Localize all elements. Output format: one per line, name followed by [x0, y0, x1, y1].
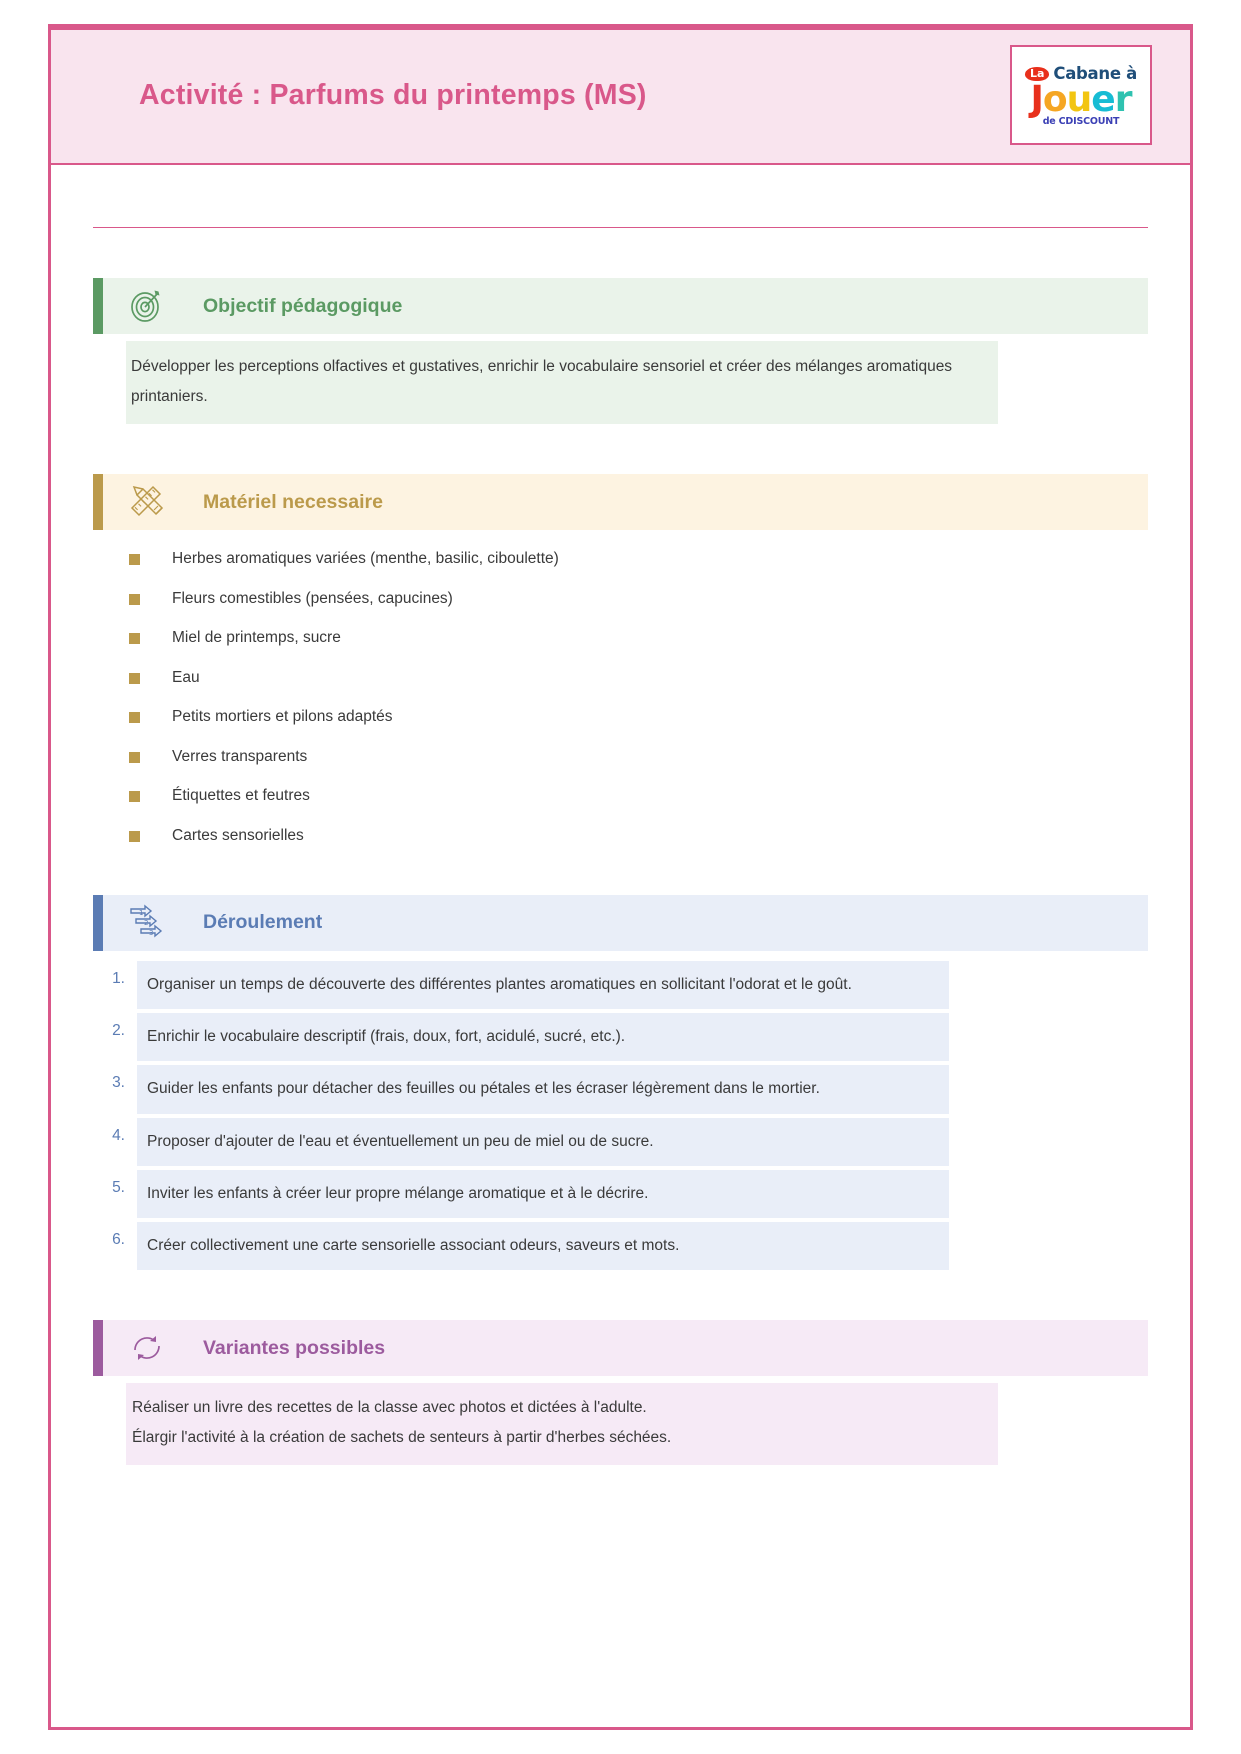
step-text: Enrichir le vocabulaire descriptif (frais, doux, fort, acidulé, sucré, etc.).: [137, 1013, 949, 1061]
list-item-label: Petits mortiers et pilons adaptés: [172, 708, 393, 726]
step-text: Proposer d'ajouter de l'eau et éventuellement un peu de miel ou de sucre.: [137, 1118, 949, 1166]
step-number: 5.: [112, 1178, 125, 1196]
step-item: [93, 1170, 1148, 1218]
section-accent-bar: [93, 474, 103, 530]
bullet-icon: [129, 673, 140, 684]
brand-logo: [1010, 45, 1152, 145]
step-number: 4.: [112, 1126, 125, 1144]
list-item-label: Eau: [172, 668, 200, 686]
logo-inner: [1017, 52, 1145, 138]
section-header-materiel: [93, 474, 1148, 530]
step-text: Inviter les enfants à créer leur propre mélange aromatique et à le décrire.: [137, 1170, 949, 1218]
header-top-rule: [51, 27, 1190, 30]
section-title-materiel: Matériel necessaire: [203, 490, 383, 513]
bullet-icon: [129, 752, 140, 763]
step-item: [93, 1065, 1148, 1113]
section-title-deroulement: Déroulement: [203, 911, 323, 934]
section-accent-bar: [93, 278, 103, 334]
bullet-icon: [129, 712, 140, 723]
list-item: [93, 550, 1148, 568]
pencil-ruler-icon: [125, 480, 169, 524]
logo-cabane-text: Cabane à: [1053, 64, 1138, 84]
bullet-icon: [129, 831, 140, 842]
step-item: [93, 961, 1148, 1009]
section-title-variantes: Variantes possibles: [203, 1336, 386, 1359]
list-item-label: Verres transparents: [172, 747, 308, 765]
page-content: [51, 27, 1190, 1727]
list-item: [93, 590, 1148, 608]
section-header-objectif: [93, 278, 1148, 334]
list-item: [93, 827, 1148, 845]
step-number: 2.: [112, 1022, 125, 1040]
svg-text:3: 3: [149, 928, 154, 937]
bullet-icon: [129, 594, 140, 605]
section-header-body: [103, 474, 1148, 530]
step-number: 6.: [112, 1231, 125, 1249]
logo-jouer-text: Jouer: [1030, 78, 1132, 120]
step-number: 3.: [112, 1074, 125, 1092]
page-title: Activité : Parfums du printemps (MS): [139, 78, 647, 111]
list-item-label: Étiquettes et feutres: [172, 787, 310, 805]
section-title-objectif: Objectif pédagogique: [203, 294, 403, 317]
objectif-paragraph: Développer les perceptions olfactives et gustatives, enrichir le vocabulaire sensoriel et créer des mélanges aromatiques printaniers.: [126, 341, 998, 424]
numbered-steps-icon: [125, 901, 169, 945]
deroulement-steps: [93, 961, 1148, 1270]
section-variantes: [93, 1320, 1148, 1464]
variante-line: Réaliser un livre des recettes de la classe avec photos et dictées à l'adulte.: [132, 1399, 647, 1417]
section-header-body: [103, 278, 1148, 334]
step-number: 1.: [112, 969, 125, 987]
section-header-deroulement: [93, 895, 1148, 951]
list-item-label: Cartes sensorielles: [172, 826, 304, 844]
svg-text:1: 1: [139, 908, 144, 917]
list-item: [93, 708, 1148, 726]
svg-text:2: 2: [144, 918, 149, 927]
bullet-icon: [129, 554, 140, 565]
document-header: [51, 27, 1190, 165]
section-accent-bar: [93, 895, 103, 951]
materiel-list: [93, 550, 1148, 845]
section-objectif: [93, 278, 1148, 424]
step-text: Organiser un temps de découverte des différentes plantes aromatiques en sollicitant l'odorat et le goût.: [137, 961, 949, 1009]
section-header-body: [103, 1320, 1148, 1376]
list-item: [93, 787, 1148, 805]
body-top-rule: [93, 227, 1148, 228]
list-item-label: Fleurs comestibles (pensées, capucines): [172, 589, 453, 607]
recycle-arrows-icon: [125, 1326, 169, 1370]
section-header-variantes: [93, 1320, 1148, 1376]
list-item: [93, 629, 1148, 647]
variante-line: Élargir l'activité à la création de sachets de senteurs à partir d'herbes séchées.: [132, 1429, 672, 1447]
document-body: [51, 227, 1190, 1727]
step-item: [93, 1222, 1148, 1270]
bullet-icon: [129, 791, 140, 802]
list-item: [93, 669, 1148, 687]
section-header-body: [103, 895, 1148, 951]
variantes-body: [126, 1383, 998, 1464]
step-item: [93, 1013, 1148, 1061]
target-icon: [125, 284, 169, 328]
section-deroulement: [93, 895, 1148, 1270]
section-materiel: [93, 474, 1148, 845]
step-text: Guider les enfants pour détacher des feuilles ou pétales et les écraser légèrement dans le mortier.: [137, 1065, 949, 1113]
logo-la-badge: La: [1025, 67, 1049, 82]
section-accent-bar: [93, 1320, 103, 1376]
step-item: [93, 1118, 1148, 1166]
list-item: [93, 748, 1148, 766]
list-item-label: Herbes aromatiques variées (menthe, basilic, ciboulette): [172, 550, 559, 568]
step-text: Créer collectivement une carte sensorielle associant odeurs, saveurs et mots.: [137, 1222, 949, 1270]
list-item-label: Miel de printemps, sucre: [172, 629, 341, 647]
bullet-icon: [129, 633, 140, 644]
logo-subtitle: de CDISCOUNT: [1042, 116, 1120, 128]
